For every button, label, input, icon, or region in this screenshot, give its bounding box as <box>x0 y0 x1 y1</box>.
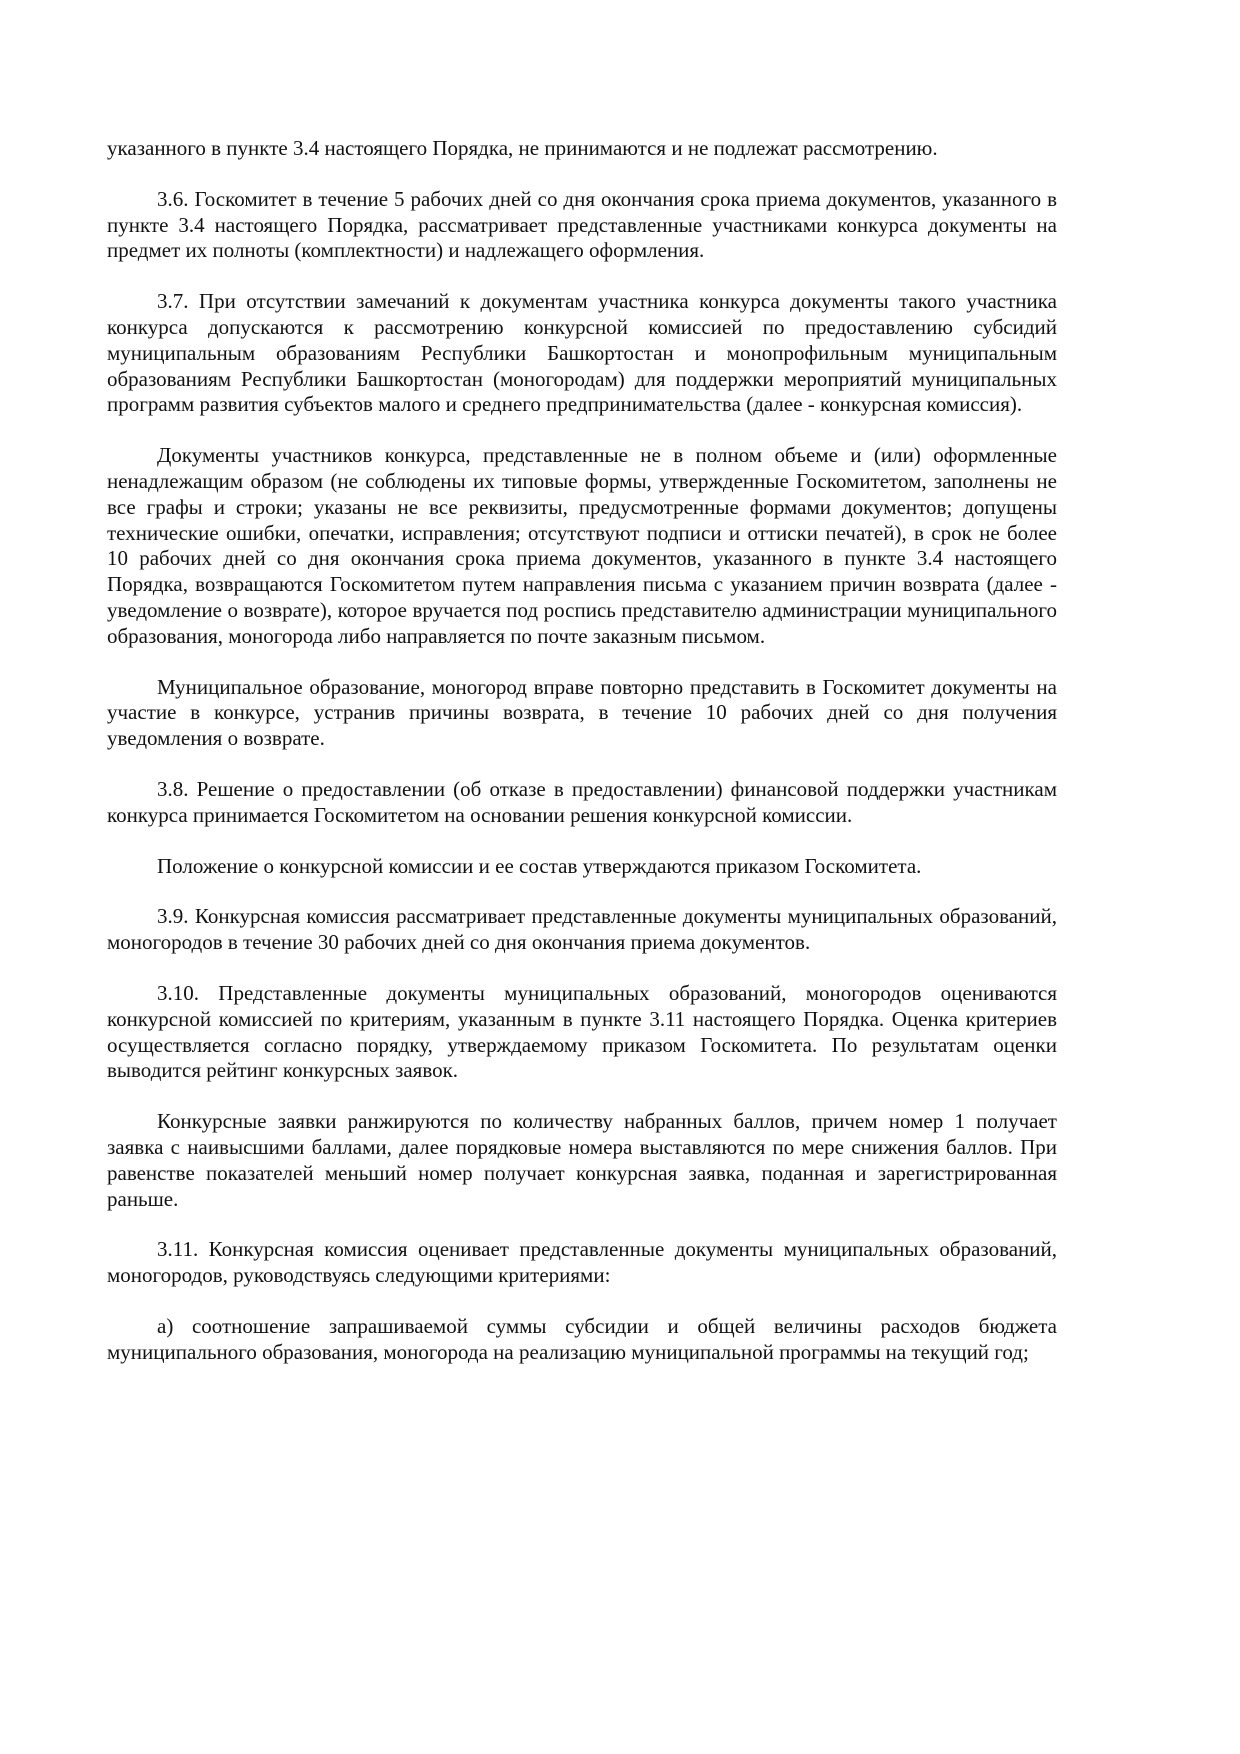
paragraph-returned-documents: Документы участников конкурса, представленные не в полном объеме и (или) оформленные ненадлежащим образом (не соблюдены их типовые формы, утвержденные Госкомитетом, заполнены не все графы и строки; указаны не все реквизиты, предусмотренные формами документов; допущены технические ошибки, опечатки, исправления; отсутствуют подписи и оттиски печатей), в срок не более 10 рабочих дней со дня окончания срока приема документов, указанного в пункте 3.4 настоящего Порядка, возвращаются Госкомитетом путем направления письма с указанием причин возврата (далее - уведомление о возврате), которое вручается под роспись представителю администрации муниципального образования, моногорода либо направляется по почте заказным письмом. <box>107 443 1057 648</box>
paragraph-commission-regulation: Положение о конкурсной комиссии и ее состав утверждаются приказом Госкомитета. <box>157 853 922 878</box>
paragraph-3-7: 3.7. При отсутствии замечаний к документам участника конкурса документы такого участника конкурса допускаются к рассмотрению конкурсной комиссией по предоставлению субсидий муниципальным образованиям Республики Башкортостан и монопрофильным муниципальным образованиям Республики Башкортостан (моногородам) для поддержки мероприятий муниципальных программ развития субъектов малого и среднего предпринимательства (далее - конкурсная комиссия). <box>107 289 1057 417</box>
document-page <box>107 136 1057 1390</box>
paragraph-3-9: 3.9. Конкурсная комиссия рассматривает представленные документы муниципальных образований, моногородов в течение 30 рабочих дней со дня окончания приема документов. <box>107 904 1057 955</box>
paragraph-continuation: указанного в пункте 3.4 настоящего Порядка, не принимаются и не подлежат рассмотрению. <box>107 136 938 160</box>
paragraph-criterion-a: а) соотношение запрашиваемой суммы субсидии и общей величины расходов бюджета муниципального образования, моногорода на реализацию муниципальной программы на текущий год; <box>107 1313 1057 1364</box>
paragraph-3-6: 3.6. Госкомитет в течение 5 рабочих дней со дня окончания срока приема документов, указанного в пункте 3.4 настоящего Порядка, рассматривает представленные участниками конкурса документы на предмет их полноты (комплектности) и надлежащего оформления. <box>107 186 1057 263</box>
paragraph-3-8: 3.8. Решение о предоставлении (об отказе в предоставлении) финансовой поддержки участникам конкурса принимается Госкомитетом на основании решения конкурсной комиссии. <box>107 776 1057 827</box>
paragraph-3-11: 3.11. Конкурсная комиссия оценивает представленные документы муниципальных образований, моногородов, руководствуясь следующими критериями: <box>107 1237 1057 1288</box>
paragraph-resubmission: Муниципальное образование, моногород вправе повторно представить в Госкомитет документы на участие в конкурсе, устранив причины возврата, в течение 10 рабочих дней со дня получения уведомления о возврате. <box>107 674 1057 751</box>
paragraph-3-10: 3.10. Представленные документы муниципальных образований, моногородов оцениваются конкурсной комиссией по критериям, указанным в пункте 3.11 настоящего Порядка. Оценка критериев осуществляется согласно порядку, утверждаемому приказом Госкомитета. По результатам оценки выводится рейтинг конкурсных заявок. <box>107 980 1057 1083</box>
paragraph-ranking: Конкурсные заявки ранжируются по количеству набранных баллов, причем номер 1 получает заявка с наивысшими баллами, далее порядковые номера выставляются по мере снижения баллов. При равенстве показателей меньший номер получает конкурсная заявка, поданная и зарегистрированная раньше. <box>107 1109 1057 1211</box>
